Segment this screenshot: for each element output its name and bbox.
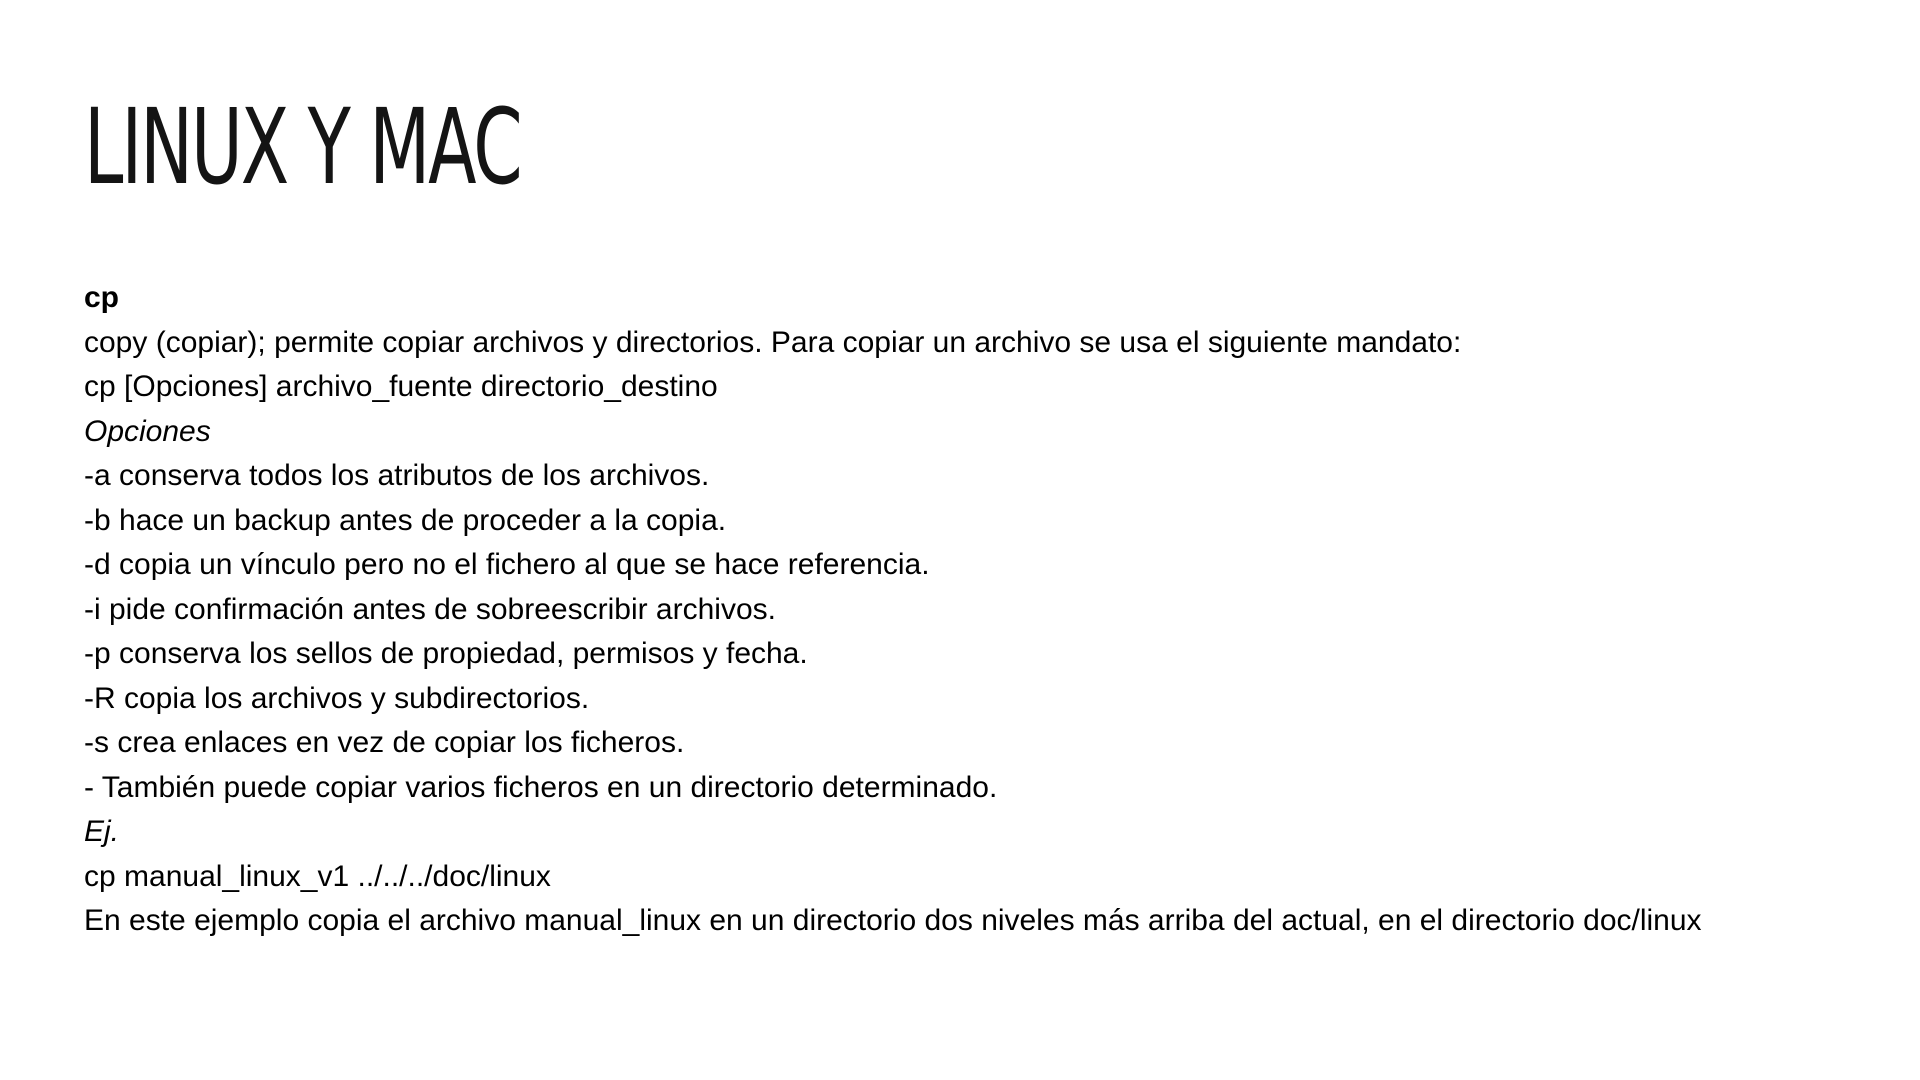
command-name: cp	[84, 281, 120, 314]
example-command: cp manual_linux_v1 ../../../doc/linux	[84, 859, 551, 893]
option-item: -p conserva los sellos de propiedad, permisos y fecha.	[84, 637, 808, 670]
option-item: -s crea enlaces en vez de copiar los ficheros.	[84, 726, 685, 759]
slide-title: LINUX Y MAC	[84, 86, 521, 208]
option-item: -a conserva todos los atributos de los archivos.	[84, 459, 710, 492]
options-heading: Opciones	[84, 414, 211, 448]
example-heading: Ej.	[84, 815, 120, 848]
option-item: -i pide confirmación antes de sobreescribir archivos.	[84, 592, 776, 626]
command-syntax: cp [Opciones] archivo_fuente directorio_destino	[84, 370, 718, 403]
option-item: - También puede copiar varios ficheros en un directorio determinado.	[84, 770, 998, 804]
command-description: copy (copiar); permite copiar archivos y directorios. Para copiar un archivo se usa el siguiente mandato:	[84, 325, 1462, 359]
option-item: -b hace un backup antes de proceder a la copia.	[84, 503, 727, 537]
example-explanation: En este ejemplo copia el archivo manual_linux en un directorio dos niveles más arriba del actual, en el directorio doc/linux	[84, 904, 1702, 937]
slide-body	[84, 276, 1884, 944]
option-item: -R copia los archivos y subdirectorios.	[84, 681, 590, 715]
option-item: -d copia un vínculo pero no el fichero al que se hace referencia.	[84, 548, 930, 581]
